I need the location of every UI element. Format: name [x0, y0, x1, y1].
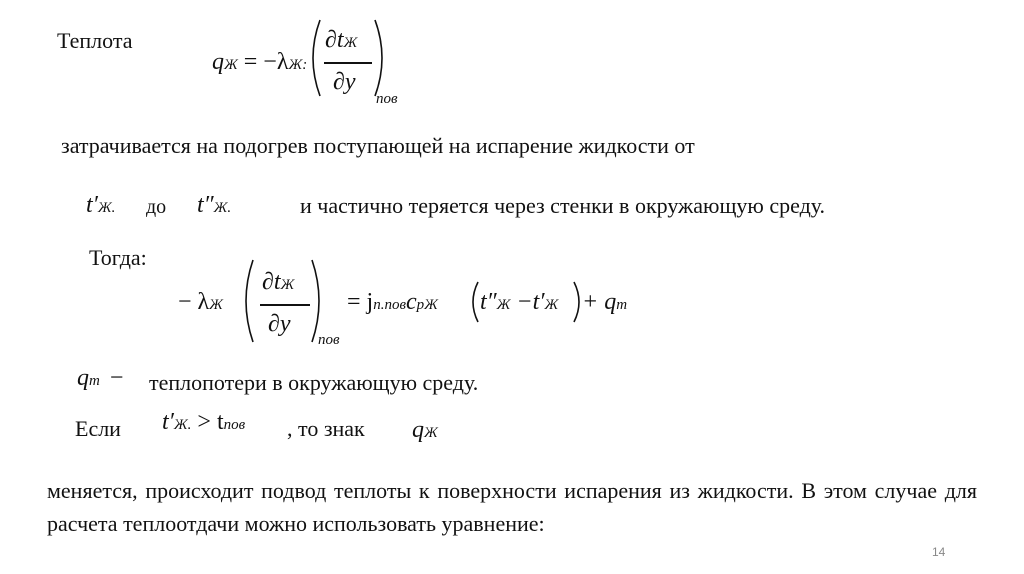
- f2-pov-sub: пов: [318, 332, 340, 348]
- paragraph-changes: меняется, происходит подвод теплоты к поверхности испарения из жидкости. В этом случае для расчета теплоотдачи можно использовать уравнение:: [47, 478, 977, 536]
- f1-numerator: ∂tЖ: [325, 27, 358, 53]
- f1-denominator: ∂y: [333, 69, 356, 95]
- f1-paren-left: [304, 18, 324, 98]
- f1-fraction-bar: [324, 62, 372, 64]
- formula-q-zh: [212, 50, 307, 74]
- text-line-3: и частично теряется через стенки в окружающую среду.: [300, 193, 826, 218]
- page-number: 14: [932, 545, 946, 559]
- f2-rhs: = jп.повcрЖ: [347, 289, 438, 315]
- f1-q-sub: Ж: [224, 57, 238, 73]
- f1-eq: = −λ: [243, 49, 289, 75]
- f2-fraction-bar: [260, 304, 310, 306]
- label-togda: Тогда:: [89, 245, 147, 270]
- f1-lambda-sub: Ж:: [288, 57, 308, 73]
- t-prime-zh: t′Ж.: [86, 192, 116, 218]
- f2-plus-qt: + qт: [582, 289, 628, 315]
- t-dprime-zh: t″Ж.: [197, 192, 232, 218]
- f3-inequality: t′Ж. > tпов: [162, 409, 246, 435]
- label-esli: Если: [75, 416, 121, 441]
- f2-paren2-left: [467, 280, 481, 324]
- f2-inner: t″Ж −t′Ж: [480, 289, 559, 315]
- f2-numerator: ∂tЖ: [262, 269, 295, 295]
- f2-lhs: − λЖ: [178, 289, 223, 315]
- f1-paren-right: [371, 18, 391, 98]
- text-line-5: теплопотери в окружающую среду.: [149, 370, 479, 395]
- f2-denominator: ∂y: [268, 311, 291, 337]
- text-to-znak: , то знак: [287, 416, 365, 441]
- f2-paren-left: [237, 258, 257, 344]
- text-line-2: затрачивается на подогрев поступающей на испарение жидкости от: [61, 133, 695, 158]
- label-teplota: Теплота: [57, 28, 133, 53]
- qt-symbol: qт −: [77, 365, 124, 391]
- f1-q: q: [212, 49, 224, 75]
- text-do: до: [146, 196, 167, 218]
- f1-pov-sub: пов: [376, 91, 398, 107]
- q-zh-symbol: qЖ: [412, 417, 438, 443]
